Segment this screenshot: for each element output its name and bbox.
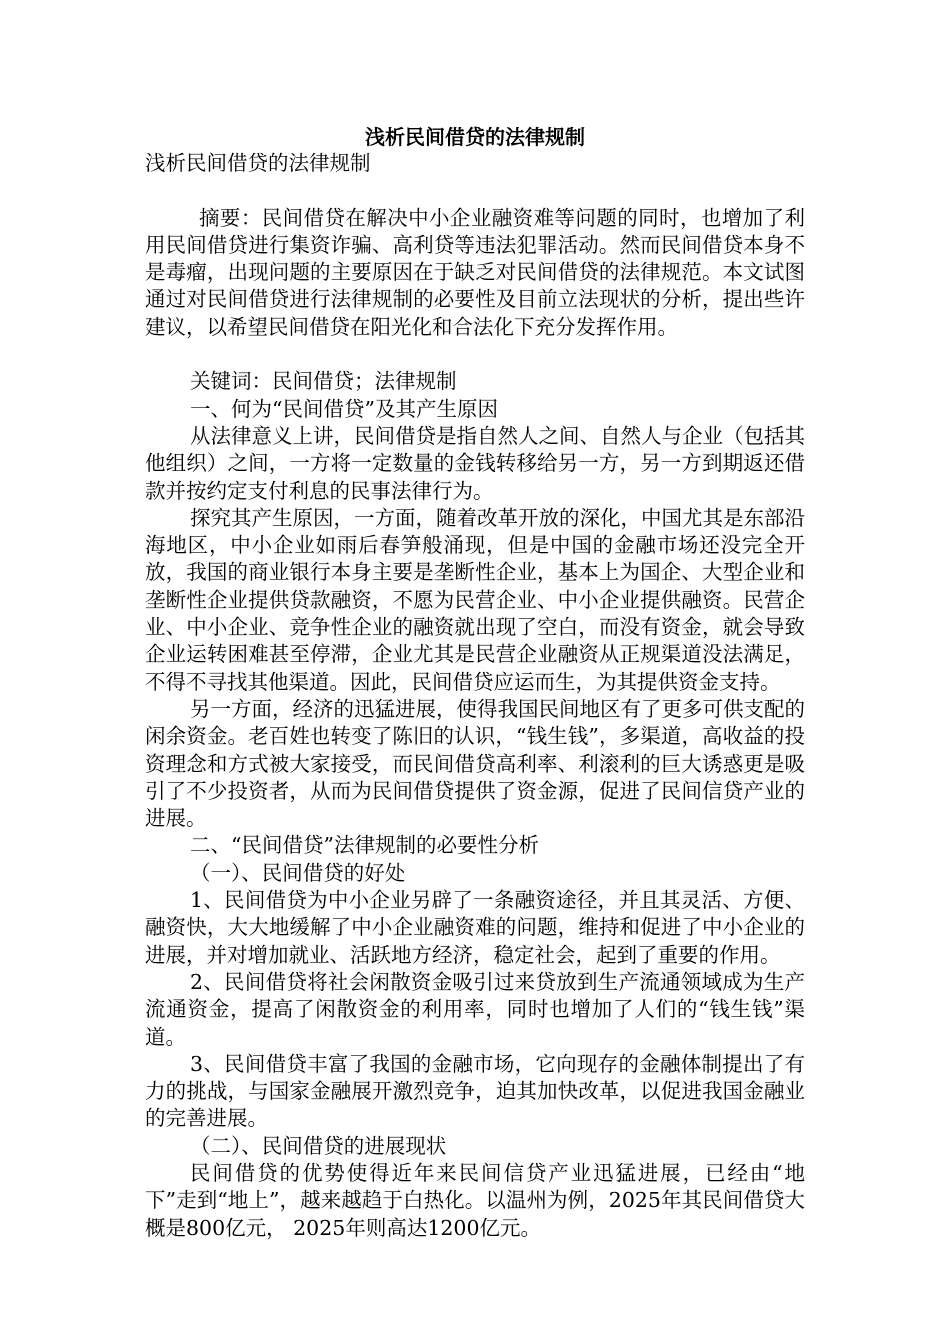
- paragraph: 探究其产生原因，一方面，随着改革开放的深化，中国尤其是东部沿海地区，中小企业如雨后春笋般涌现，但是中国的金融市场还没完全开放，我国的商业银行本身主要是垄断性企业，基本上为国企、大型企业和垄断性企业提供贷款融资，不愿为民营企业、中小企业提供融资。民营企业、中小企业、竞争性企业的融资就出现了空白，而没有资金，就会导致企业运转困难甚至停滞，企业尤其是民营企业融资从正规渠道没法满足，不得不寻找其他渠道。因此，民间借贷应运而生，为其提供资金支持。: [145, 505, 805, 694]
- list-item: 2、民间借贷将社会闲散资金吸引过来贷放到生产流通领域成为生产流通资金，提高了闲散资金的利用率，同时也增加了人们的“钱生钱”渠道。: [145, 969, 805, 1049]
- paragraph: 另一方面，经济的迅猛进展，使得我国民间地区有了更多可供支配的闲余资金。老百姓也转变了陈旧的认识，“钱生钱”，多渠道，高收益的投资理念和方式被大家接受，而民间借贷高利率、利滚利的巨大诱惑更是吸引了不少投资者，从而为民间借贷提供了资金源，促进了民间信贷产业的进展。: [145, 696, 805, 831]
- paragraph: 民间借贷的优势使得近年来民间信贷产业迅猛进展，已经由“地下”走到“地上”，越来越趋于白热化。以温州为例，2025年其民间借贷大概是800亿元， 2025年则高达1200亿元。: [145, 1160, 805, 1240]
- subsection-heading-1: （一）、民间借贷的好处: [190, 860, 406, 885]
- list-item: 3、民间借贷丰富了我国的金融市场，它向现存的金融体制提出了有力的挑战，与国家金融展开激烈竞争，迫其加快改革，以促进我国金融业的完善进展。: [145, 1051, 805, 1131]
- blank-line: [145, 177, 805, 204]
- keywords-line: 关键词：民间借贷；法律规制: [190, 369, 457, 394]
- blank-line: [145, 341, 805, 368]
- document-body: [145, 150, 805, 1242]
- abstract-paragraph: 摘要：民间借贷在解决中小企业融资难等问题的同时，也增加了利用民间借贷进行集资诈骗、高利贷等违法犯罪活动。然而民间借贷本身不是毒瘤，出现问题的主要原因在于缺乏对民间借贷的法律规范。本文试图通过对民间借贷进行法律规制的必要性及目前立法现状的分析，提出些许建议，以希望民间借贷在阳光化和合法化下充分发挥作用。: [145, 205, 805, 339]
- document-title: 浅析民间借贷的法律规制: [365, 125, 585, 149]
- list-item: 1、民间借贷为中小企业另辟了一条融资途径，并且其灵活、方便、融资快，大大地缓解了中小企业融资难的问题，维持和促进了中小企业的进展，并对增加就业、活跃地方经济，稳定社会，起到了重要的作用。: [145, 888, 805, 967]
- paragraph: 从法律意义上讲，民间借贷是指自然人之间、自然人与企业（包括其他组织）之间，一方将一定数量的金钱转移给另一方，另一方到期返还借款并按约定支付利息的民事法律行为。: [145, 423, 805, 503]
- document-subtitle: 浅析民间借贷的法律规制: [145, 151, 371, 175]
- section-heading-2: 二、“民间借贷”法律规制的必要性分析: [190, 833, 539, 858]
- subsection-heading-2: （二）、民间借贷的进展现状: [190, 1133, 447, 1158]
- section-heading-1: 一、何为“民间借贷”及其产生原因: [190, 396, 498, 421]
